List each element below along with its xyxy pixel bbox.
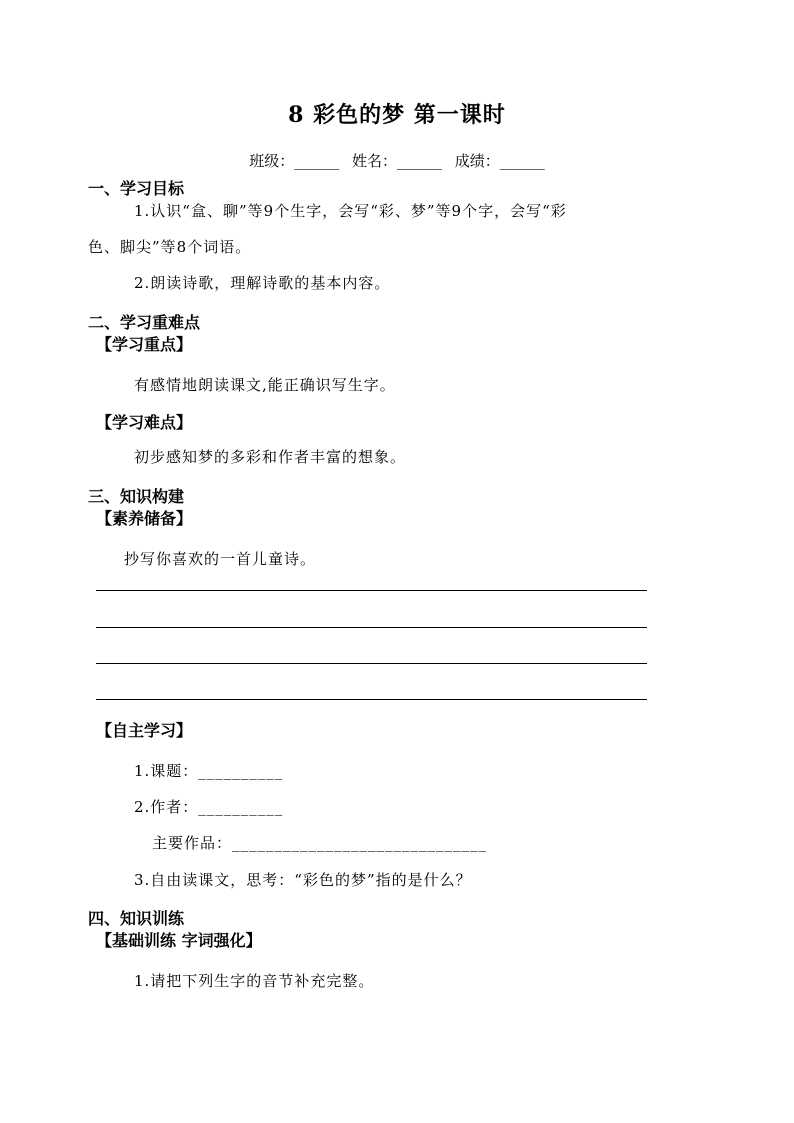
difficult-point-text: 初步感知梦的多彩和作者丰富的想象。 xyxy=(134,448,407,466)
preparation-text: 抄写你喜欢的一首儿童诗。 xyxy=(124,550,317,568)
section-heading-goals: 一、学习目标 xyxy=(88,179,185,198)
question-main-works: 主要作品：______________________________ xyxy=(152,834,488,852)
goal-item-1-line-2: 色、脚尖”等8个词语。 xyxy=(88,238,252,256)
question-title: 1.课题：__________ xyxy=(134,762,284,780)
basic-training-label: 【基础训练 字词强化】 xyxy=(96,931,262,950)
training-question-1: 1.请把下列生字的音节补充完整。 xyxy=(134,972,375,990)
writing-line xyxy=(96,627,647,628)
key-point-label: 【学习重点】 xyxy=(96,335,193,354)
goal-item-1-line-1: 1.认识“盒、聊”等9个生字，会写“彩、梦”等9个字，会写“彩 xyxy=(134,202,567,220)
page-title: 8 彩色的梦 第一课时 xyxy=(288,102,506,128)
question-author: 2.作者：__________ xyxy=(134,798,284,816)
self-study-label: 【自主学习】 xyxy=(96,721,193,740)
name-field: 姓名：______ xyxy=(351,152,442,170)
writing-line xyxy=(96,699,647,700)
section-heading-knowledge: 三、知识构建 xyxy=(88,487,185,506)
preparation-label: 【素养储备】 xyxy=(96,509,193,528)
section-heading-training: 四、知识训练 xyxy=(88,909,185,928)
key-point-text: 有感情地朗读课文,能正确识写生字。 xyxy=(134,376,396,394)
difficult-point-label: 【学习难点】 xyxy=(96,413,193,432)
goal-item-2: 2.朗读诗歌，理解诗歌的基本内容。 xyxy=(134,274,391,292)
section-heading-key-points: 二、学习重难点 xyxy=(88,313,201,332)
writing-line xyxy=(96,590,647,591)
student-info-line xyxy=(0,150,794,171)
score-field: 成绩：______ xyxy=(454,152,545,170)
class-field: 班级：______ xyxy=(249,152,340,170)
question-meaning: 3.自由读课文，思考：“彩色的梦”指的是什么？ xyxy=(134,871,472,889)
writing-line xyxy=(96,663,647,664)
